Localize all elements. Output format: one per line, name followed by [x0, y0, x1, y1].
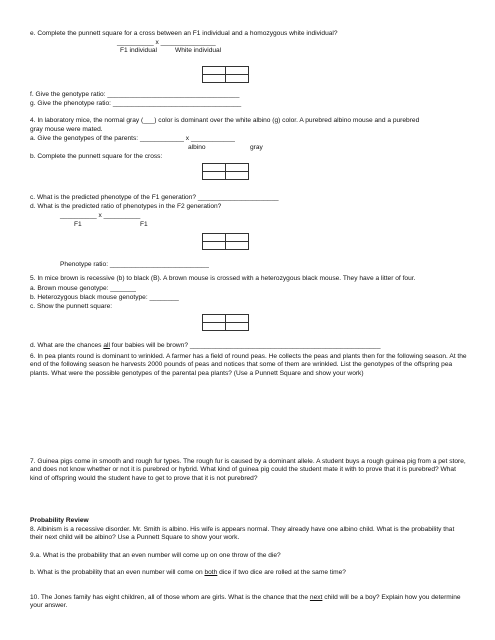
- label-f1-individual: F1 individual: [120, 47, 158, 54]
- question-4c: c. What is the predicted phenotype of the F1 generation? ______________________: [30, 194, 279, 201]
- cross-blank-e: __________ x _______________: [117, 39, 216, 46]
- question-4-intro-line-2: gray mouse were mated.: [30, 126, 103, 133]
- question-5b: b. Heterozygous black mouse genotype: ________: [30, 294, 179, 301]
- cross-blank-4d: __________ x __________: [60, 212, 141, 219]
- label-albino: albino: [188, 144, 206, 151]
- question-5c: c. Show the punnett square:: [30, 303, 113, 310]
- probability-review-heading: Probability Review: [30, 517, 89, 524]
- question-4b: b. Complete the punnett square for the cross:: [30, 153, 163, 160]
- label-f1-left: F1: [74, 221, 82, 228]
- question-f: f. Give the genotype ratio: ____________________________________: [30, 91, 240, 98]
- label-f1-right: F1: [140, 221, 148, 228]
- question-5d: d. What are the chances all four babies will be brown? ____________________________________________________: [30, 342, 381, 349]
- question-4a: a. Give the genotypes of the parents: ____________ x ____________: [30, 135, 235, 142]
- question-6: 6. In pea plants round is dominant to wrinkled. A farmer has a field of round peas. He collects the peas and plants then for the following season. At the end of the following season he harvests 2000 pounds of peas and notices that some of them are wrinkled. List the genotypes of the offspring pea plants. What were the possible genotypes of the parental pea plants? (Use a Punnett Square and show your work): [30, 353, 467, 377]
- punnett-square-e: [202, 66, 249, 83]
- question-5a: a. Brown mouse genotype: _______: [30, 285, 136, 292]
- punnett-square-4d: [202, 233, 249, 250]
- question-9b: b. What is the probability that an even number will come on both dice if two dice are rolled at the same time?: [30, 569, 346, 576]
- punnett-square-4b: [202, 163, 249, 180]
- question-8: 8. Albinism is a recessive disorder. Mr. Smith is albino. His wife is appears normal. They already have one albino child. What is the probability that their next child will be albino? Use a Punnett Square to show your work.: [30, 526, 455, 542]
- label-white-individual: White individual: [175, 47, 222, 54]
- label-gray: gray: [250, 144, 263, 151]
- question-9a: 9.a. What is the probability that an even number will come up on one throw of the die?: [30, 552, 281, 559]
- question-7: 7. Guinea pigs come in smooth and rough fur types. The rough fur is caused by a dominant allele. A student buys a rough guinea pig from a pet store, and does not know whether or not it is purebred or hybrid. What kind of guinea pig could the student mate it with to prove that it is purebred? What kind of offspring would the student have to get to prove that it is not purebred?: [30, 458, 466, 482]
- punnett-square-5: [202, 314, 249, 331]
- phenotype-ratio: Phenotype ratio: ___________________________: [60, 261, 209, 268]
- question-4d: d. What is the predicted ratio of phenotypes in the F2 generation?: [30, 203, 222, 210]
- question-10: 10. The Jones family has eight children, all of those whom are girls. What is the chance that the next child will be a boy? Explain how you determine your answer.: [30, 594, 461, 610]
- question-5-intro: 5. In mice brown is recessive (b) to black (B). A brown mouse is crossed with a heterozygous black mouse. They have a litter of four.: [30, 275, 416, 282]
- question-g: g. Give the phenotype ratio: ___________________________________: [30, 100, 242, 107]
- question-4-intro-line-1: 4. In laboratory mice, the normal gray (___) color is dominant over the white albino (g) color. A purebred albino mouse and a purebred: [30, 117, 420, 124]
- question-e: e. Complete the punnett square for a cross between an F1 individual and a homozygous white individual?: [30, 30, 338, 37]
